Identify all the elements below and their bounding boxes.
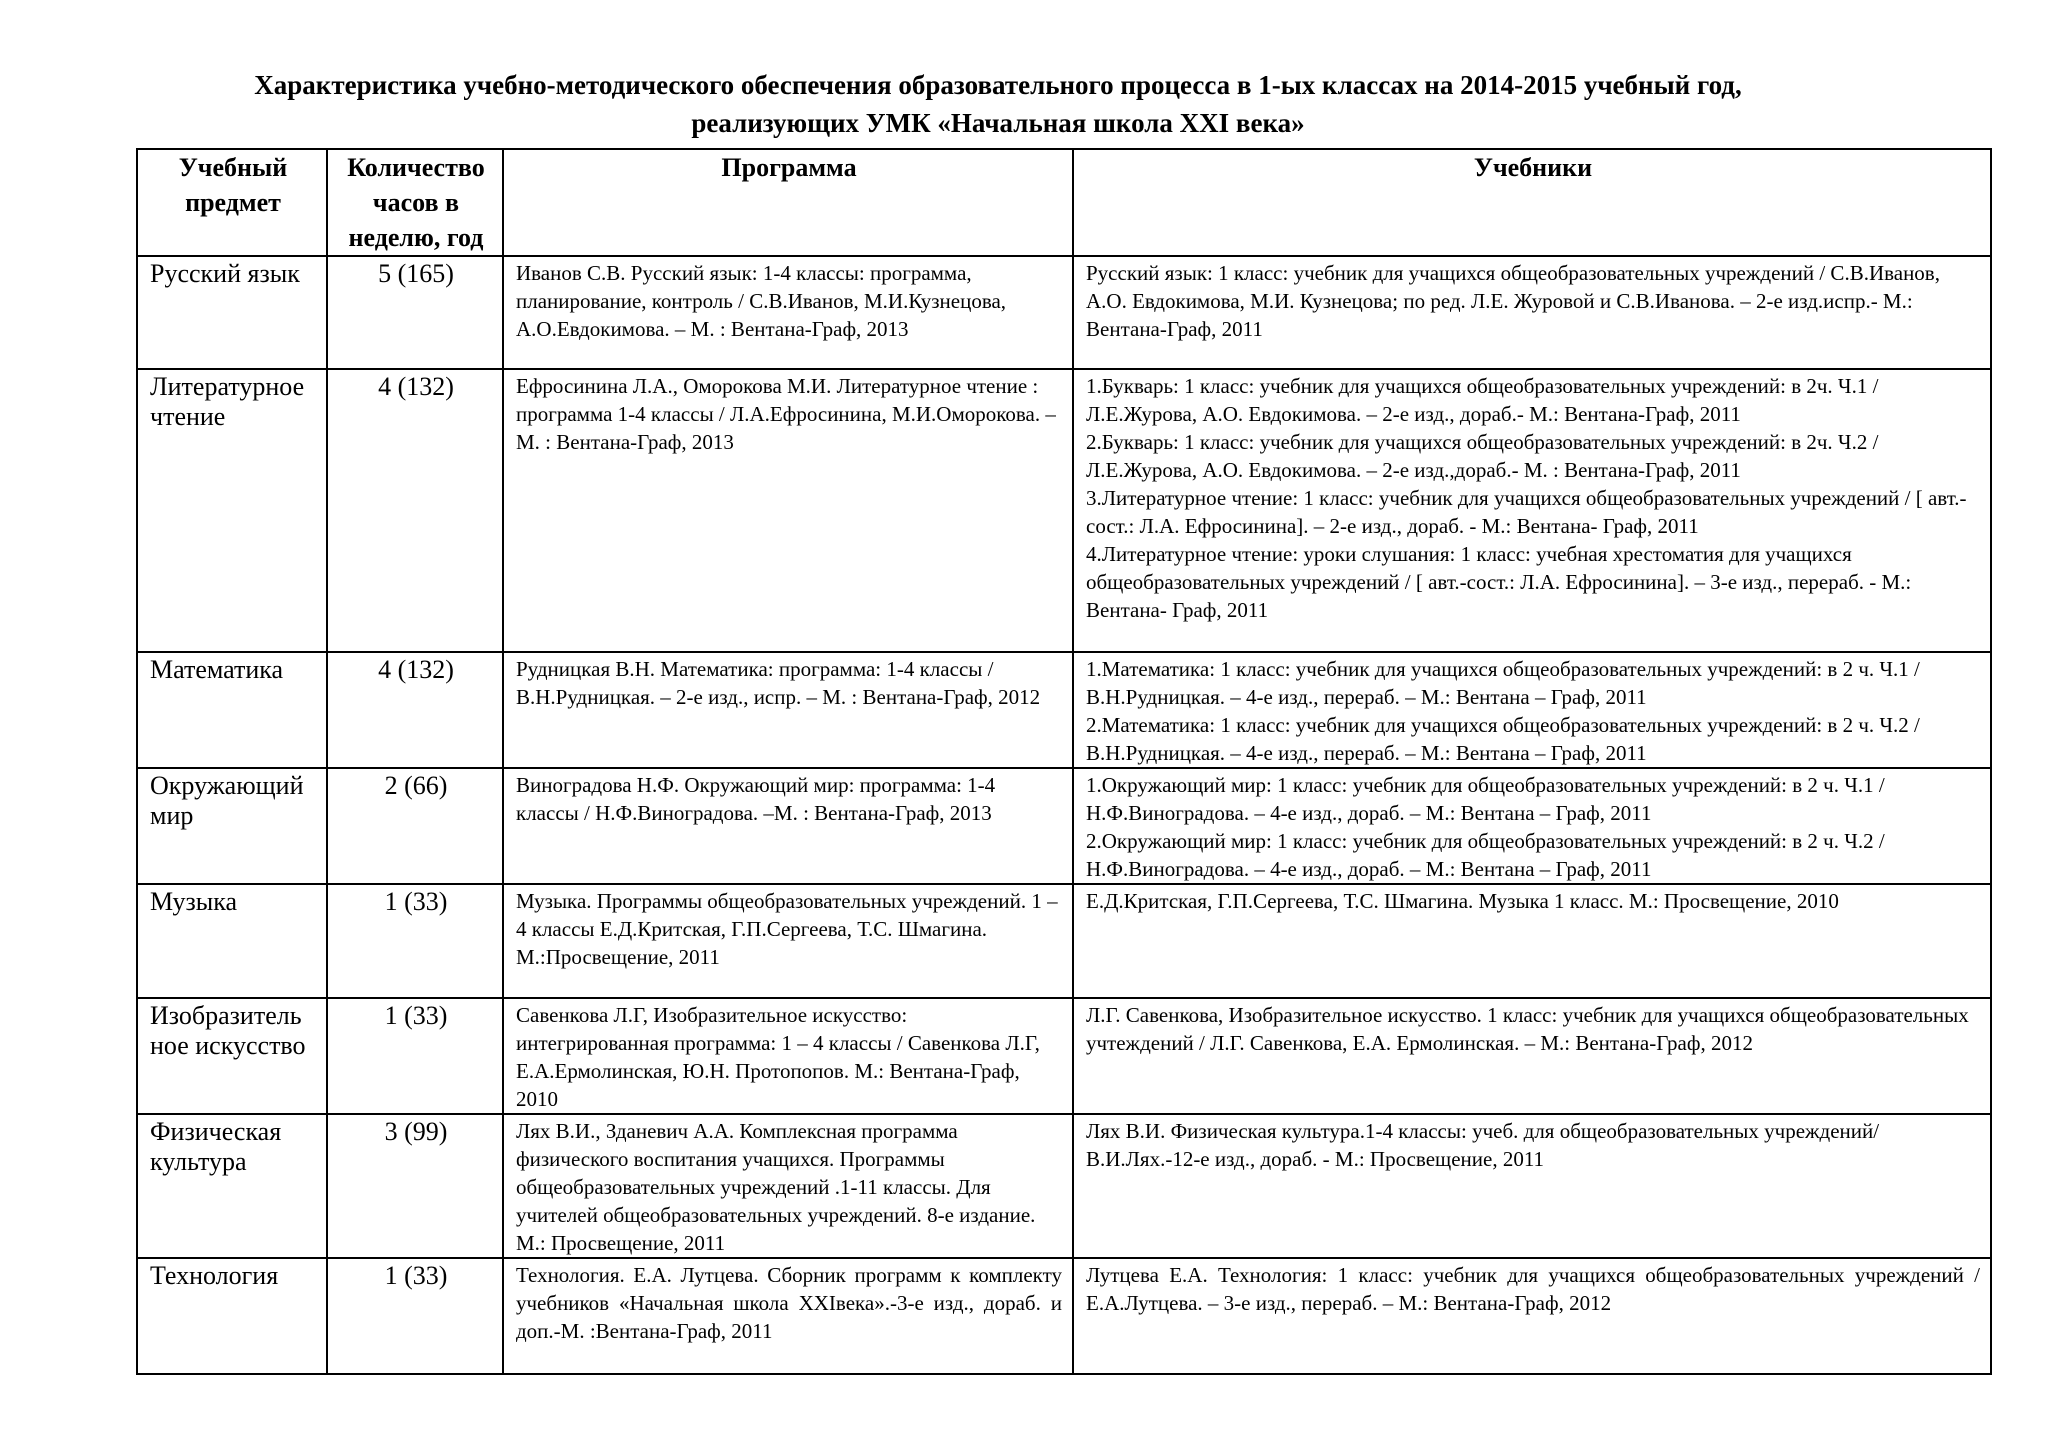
hours-cell: 4 (132) [327, 369, 503, 652]
textbook-entry: Лях В.И. Физическая культура.1-4 классы: учеб. для общеобразовательных учреждений/В.И.Лях.-12-е изд., дораб. - М.: Просвещение, 2011 [1086, 1119, 1880, 1171]
subject-cell: Русский язык [137, 256, 327, 369]
textbook-entry: Л.Г. Савенкова, Изобразительное искусство. 1 класс: учебник для учащихся общеобразовательных учтеждений / Л.Г. Савенкова, Е.А. Ермолинская. – М.: Вентана-Граф, 2012 [1086, 1003, 1969, 1055]
table-row [137, 1114, 1991, 1258]
program-cell: Савенкова Л.Г, Изобразительное искусство: интегрированная программа: 1 – 4 классы / Савенкова Л.Г, Е.А.Ермолинская, Ю.Н. Протопопов. М.: Вентана-Граф, 2010 [503, 998, 1073, 1114]
table-row [137, 369, 1991, 652]
table-row [137, 652, 1991, 768]
table-row [137, 884, 1991, 998]
textbook-entry: Русский язык: 1 класс: учебник для учащихся общеобразовательных учреждений / С.В.Иванов, А.О. Евдокимова, М.И. Кузнецова; по ред. Л.Е. Журовой и С.В.Иванова. – 2-е изд.испр.- М.: Вентана-Граф, 2011 [1086, 261, 1940, 341]
document-title [136, 66, 1860, 142]
hours-cell: 4 (132) [327, 652, 503, 768]
title-line-1: Характеристика учебно-методического обеспечения образовательного процесса в 1-ых классах на 2014-2015 учебный год, [254, 70, 1742, 100]
program-cell: Виноградова Н.Ф. Окружающий мир: программа: 1-4 классы / Н.Ф.Виноградова. –М. : Вентана-Граф, 2013 [503, 768, 1073, 884]
textbook-entry: 4.Литературное чтение: уроки слушания: 1 класс: учебная хрестоматия для учащихся общеобразовательных учреждений / [ авт.-сост.: Л.А. Ефросинина]. – 3-е изд., перераб. - М.: Вентана- Граф, 2011 [1086, 542, 1912, 622]
hours-cell: 3 (99) [327, 1114, 503, 1258]
header-hours: Количество часов в неделю, год [327, 149, 503, 256]
subject-cell: Математика [137, 652, 327, 768]
textbook-entry: 1.Окружающий мир: 1 класс: учебник для общеобразовательных учреждений: в 2 ч. Ч.1 /Н.Ф.Виноградова. – 4-е изд., дораб. – М.: Вентана – Граф, 2011 [1086, 773, 1885, 825]
textbooks-cell [1073, 369, 1991, 652]
textbook-entry: Е.Д.Критская, Г.П.Сергеева, Т.С. Шмагина. Музыка 1 класс. М.: Просвещение, 2010 [1086, 889, 1839, 913]
textbook-entry: 2.Букварь: 1 класс: учебник для учащихся общеобразовательных учреждений: в 2ч. Ч.2 / Л.Е.Журова, А.О. Евдокимова. – 2-е изд.,дораб.- М. : Вентана-Граф, 2011 [1086, 430, 1879, 482]
textbook-entry: 1.Математика: 1 класс: учебник для учащихся общеобразовательных учреждений: в 2 ч. Ч.1 / В.Н.Рудницкая. – 4-е изд., перераб. – М.: Вентана – Граф, 2011 [1086, 657, 1920, 709]
subject-cell: Музыка [137, 884, 327, 998]
table-row [137, 1258, 1991, 1374]
textbooks-cell [1073, 652, 1991, 768]
program-cell: Технология. Е.А. Лутцева. Сборник программ к комплекту учебников «Начальная школа XXIвека».-3-е изд., дораб. и доп.-М. :Вентана-Граф, 2011 [503, 1258, 1073, 1374]
textbooks-cell [1073, 1258, 1991, 1374]
textbook-entry: 3.Литературное чтение: 1 класс: учебник для учащихся общеобразовательных учреждений / [ авт.-сост.: Л.А. Ефросинина]. – 2-е изд., дораб. - М.: Вентана- Граф, 2011 [1086, 486, 1967, 538]
program-cell: Ефросинина Л.А., Оморокова М.И. Литературное чтение : программа 1-4 классы / Л.А.Ефросинина, М.И.Оморокова. –М. : Вентана-Граф, 2013 [503, 369, 1073, 652]
subject-cell: Физическая культура [137, 1114, 327, 1258]
textbook-entry: 2.Окружающий мир: 1 класс: учебник для общеобразовательных учреждений: в 2 ч. Ч.2 /Н.Ф.Виноградова. – 4-е изд., дораб. – М.: Вентана – Граф, 2011 [1086, 829, 1885, 881]
subject-cell: Литературное чтение [137, 369, 327, 652]
textbook-entry: 1.Букварь: 1 класс: учебник для учащихся общеобразовательных учреждений: в 2ч. Ч.1 / Л.Е.Журова, А.О. Евдокимова. – 2-е изд., дораб.- М.: Вентана-Граф, 2011 [1086, 374, 1879, 426]
textbooks-cell [1073, 998, 1991, 1114]
program-cell: Музыка. Программы общеобразовательных учреждений. 1 – 4 классы Е.Д.Критская, Г.П.Сергеева, Т.С. Шмагина. М.:Просвещение, 2011 [503, 884, 1073, 998]
header-subject: Учебный предмет [137, 149, 327, 256]
table-row [137, 256, 1991, 369]
curriculum-table [136, 148, 1992, 1375]
table-row [137, 998, 1991, 1114]
hours-cell: 1 (33) [327, 884, 503, 998]
header-program: Программа [503, 149, 1073, 256]
table-header-row [137, 149, 1991, 256]
program-cell: Рудницкая В.Н. Математика: программа: 1-4 классы / В.Н.Рудницкая. – 2-е изд., испр. – М. : Вентана-Граф, 2012 [503, 652, 1073, 768]
textbooks-cell [1073, 768, 1991, 884]
textbook-entry: 2.Математика: 1 класс: учебник для учащихся общеобразовательных учреждений: в 2 ч. Ч.2 / В.Н.Рудницкая. – 4-е изд., перераб. – М.: Вентана – Граф, 2011 [1086, 713, 1920, 765]
textbooks-cell [1073, 256, 1991, 369]
hours-cell: 1 (33) [327, 1258, 503, 1374]
subject-cell: Окружающий мир [137, 768, 327, 884]
program-cell: Иванов С.В. Русский язык: 1-4 классы: программа, планирование, контроль / С.В.Иванов, М.И.Кузнецова, А.О.Евдокимова. – М. : Вентана-Граф, 2013 [503, 256, 1073, 369]
header-textbooks: Учебники [1073, 149, 1991, 256]
hours-cell: 5 (165) [327, 256, 503, 369]
textbooks-cell [1073, 1114, 1991, 1258]
table-row [137, 768, 1991, 884]
subject-cell: Технология [137, 1258, 327, 1374]
textbooks-cell [1073, 884, 1991, 998]
subject-cell: Изобразитель ное искусство [137, 998, 327, 1114]
hours-cell: 2 (66) [327, 768, 503, 884]
textbook-entry: Лутцева Е.А. Технология: 1 класс: учебник для учащихся общеобразовательных учреждений / Е.А.Лутцева. – 3-е изд., перераб. – М.: Вентана-Граф, 2012 [1086, 1263, 1980, 1315]
title-line-2: реализующих УМК «Начальная школа XXI века» [691, 108, 1305, 138]
program-cell: Лях В.И., Зданевич А.А. Комплексная программа физического воспитания учащихся. Программы общеобразовательных учреждений .1-11 классы. Для учителей общеобразовательных учреждений. 8-е издание. М.: Просвещение, 2011 [503, 1114, 1073, 1258]
hours-cell: 1 (33) [327, 998, 503, 1114]
